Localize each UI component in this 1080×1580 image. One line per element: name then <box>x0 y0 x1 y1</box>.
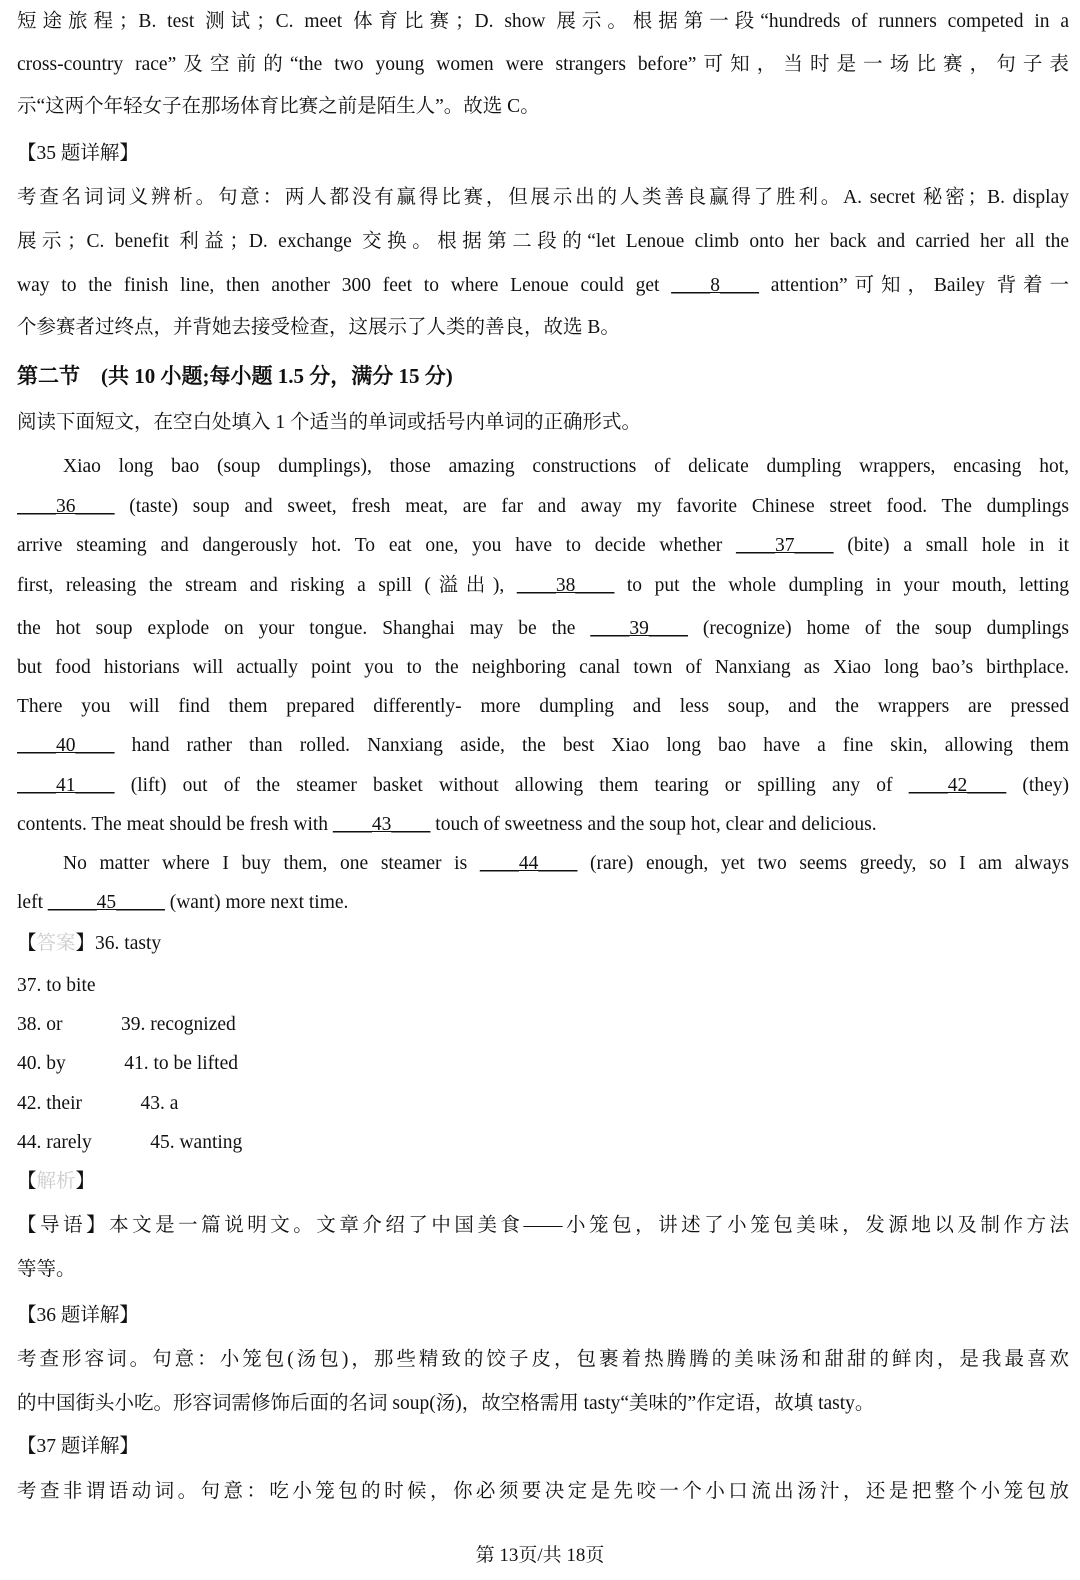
text-line <box>17 694 1069 720</box>
text-segment: 考查名词词义辨析。句意：两人都没有赢得比赛，但展示出的人类善良赢得了胜利。A. secret 秘密；B. display <box>17 187 1069 208</box>
text-segment: (they) <box>1006 775 1069 796</box>
text-segment: 考查非谓语动词。句意：吃小笼包的时候，你必须要决定是先咬一个小口流出汤汁，还是把整个小笼包放 <box>17 1481 1069 1502</box>
answer-blank: ____43____ <box>332 814 431 835</box>
answer-blank: _____45_____ <box>47 892 165 913</box>
text-line <box>17 733 1069 759</box>
text-segment: the hot soup explode on your tongue. Shanghai may be the <box>17 618 591 639</box>
text-segment: 等等。 <box>17 1259 76 1280</box>
text-line <box>17 616 1069 642</box>
text-segment: 短途旅程；B. test 测试；C. meet 体育比赛；D. show 展示。根据第一段“hundreds of runners competed in a <box>17 11 1069 32</box>
text-segment: 个参赛者过终点，并背她去接受检查，这展示了人类的善良，故选 B。 <box>17 317 620 338</box>
text-line <box>17 1434 1069 1460</box>
faded-label: 答案 <box>36 933 76 954</box>
text-line <box>17 973 1069 999</box>
text-line <box>17 931 1069 957</box>
text-segment: Xiao long bao (soup dumplings), those amazing constructions of delicate dumpling wrappers, encasing hot, <box>63 456 1069 477</box>
text-line <box>17 851 1069 877</box>
text-segment: (bite) a small hole in it <box>833 535 1069 556</box>
text-segment: 【 <box>17 1171 37 1192</box>
text-line <box>17 141 1069 167</box>
text-line <box>17 273 1069 299</box>
text-line <box>17 1391 1069 1417</box>
text-line <box>17 1169 1069 1195</box>
answer-blank: ____44____ <box>479 853 578 874</box>
text-line <box>17 185 1069 211</box>
text-segment: 的中国街头小吃。形容词需修饰后面的名词 soup(汤)，故空格需用 tasty“美味的”作定语，故填 tasty。 <box>17 1393 875 1414</box>
text-segment: 40. by 41. to be lifted <box>17 1053 238 1074</box>
text-segment: contents. The meat should be fresh with <box>17 814 333 835</box>
text-segment: 37. to bite <box>17 975 96 996</box>
text-line <box>17 315 1069 341</box>
text-segment: (rare) enough, yet two seems greedy, so I am always <box>577 853 1069 874</box>
text-line <box>17 655 1069 681</box>
text-segment: 【36 题详解】 <box>17 1305 139 1326</box>
text-line <box>17 1012 1069 1038</box>
answer-blank: ____40____ <box>17 735 115 756</box>
text-segment: 【导语】本文是一篇说明文。文章介绍了中国美食——小笼包，讲述了小笼包美味，发源地以及制作方法 <box>17 1215 1069 1236</box>
text-segment: arrive steaming and dangerously hot. To eat one, you have to decide whether <box>17 535 737 556</box>
text-segment: (taste) soup and sweet, fresh meat, are far and away my favorite Chinese street food. The dumplings <box>114 496 1069 517</box>
answer-blank: ____42____ <box>908 775 1007 796</box>
text-segment: (want) more next time. <box>164 892 349 913</box>
page-number-footer: 第 13页/共 18页 <box>475 1545 605 1566</box>
text-segment: 【37 题详解】 <box>17 1436 139 1457</box>
text-line <box>17 410 1069 436</box>
text-line <box>17 1303 1069 1329</box>
text-segment: (recognize) home of the soup dumplings <box>687 618 1069 639</box>
text-line <box>17 1479 1069 1505</box>
text-segment: way to the finish line, then another 300 feet to where Lenoue could get <box>17 275 672 296</box>
text-segment: 38. or 39. recognized <box>17 1014 236 1035</box>
text-segment: but food historians will actually point you to the neighboring canal town of Nanxiang as Xiao long bao’s birthplace. <box>17 657 1069 678</box>
text-line <box>17 573 1069 599</box>
text-line <box>17 1130 1069 1156</box>
text-segment: 】36. tasty <box>75 933 162 954</box>
text-segment: attention”可知，Bailey 背着一 <box>759 275 1069 296</box>
text-line <box>17 229 1069 255</box>
text-segment: 示“这两个年轻女子在那场体育比赛之前是陌生人”。故选 C。 <box>17 96 540 117</box>
text-line <box>17 1051 1069 1077</box>
text-line <box>17 494 1069 520</box>
text-line <box>17 1213 1069 1239</box>
text-segment: (lift) out of the steamer basket without allowing them tearing or spilling any of <box>114 775 909 796</box>
text-line <box>17 1257 1069 1283</box>
answer-blank: ____38____ <box>516 575 615 596</box>
text-line <box>17 52 1069 78</box>
text-line <box>17 773 1069 799</box>
section-heading <box>17 363 1069 389</box>
text-segment: 【35 题详解】 <box>17 143 139 164</box>
answer-blank: ____36____ <box>17 496 115 517</box>
text-segment: hand rather than rolled. Nanxiang aside, the best Xiao long bao have a fine skin, allowing them <box>114 735 1069 756</box>
text-segment: cross-country race”及空前的“the two young women were strangers before”可知，当时是一场比赛，句子表 <box>17 54 1069 75</box>
text-segment: 】 <box>75 1171 96 1192</box>
text-line <box>17 9 1069 35</box>
faded-label: 解析 <box>36 1171 76 1192</box>
text-segment: to put the whole dumpling in your mouth, letting <box>614 575 1069 596</box>
answer-blank: ____41____ <box>17 775 115 796</box>
text-segment: 42. their 43. a <box>17 1093 179 1114</box>
text-segment: No matter where I buy them, one steamer is <box>63 853 480 874</box>
answer-blank: ____8____ <box>671 275 759 296</box>
answer-blank: ____39____ <box>590 618 688 639</box>
text-segment: 阅读下面短文，在空白处填入 1 个适当的单词或括号内单词的正确形式。 <box>17 412 642 433</box>
text-line <box>17 890 1069 916</box>
answer-blank: ____37____ <box>736 535 834 556</box>
text-segment: first, releasing the stream and risking a spill (溢出), <box>17 575 517 596</box>
text-segment: There you will find them prepared differently- more dumpling and less soup, and the wrappers are pressed <box>17 696 1069 717</box>
text-line <box>17 454 1069 480</box>
text-segment: 展示；C. benefit 利益；D. exchange 交换。根据第二段的“let Lenoue climb onto her back and carried her all the <box>17 231 1069 252</box>
text-line <box>17 1347 1069 1373</box>
text-line <box>17 1091 1069 1117</box>
text-line <box>17 94 1069 120</box>
text-segment: left <box>17 892 48 913</box>
text-segment: 【 <box>17 933 37 954</box>
text-segment: 考查形容词。句意：小笼包(汤包)，那些精致的饺子皮，包裹着热腾腾的美味汤和甜甜的鲜肉，是我最喜欢 <box>17 1349 1069 1370</box>
text-segment: touch of sweetness and the soup hot, clear and delicious. <box>430 814 877 835</box>
text-segment: 44. rarely 45. wanting <box>17 1132 243 1153</box>
text-line <box>17 812 1069 838</box>
text-line <box>17 533 1069 559</box>
text-segment: 第二节 (共 10 小题;每小题 1.5 分，满分 15 分) <box>17 364 453 388</box>
